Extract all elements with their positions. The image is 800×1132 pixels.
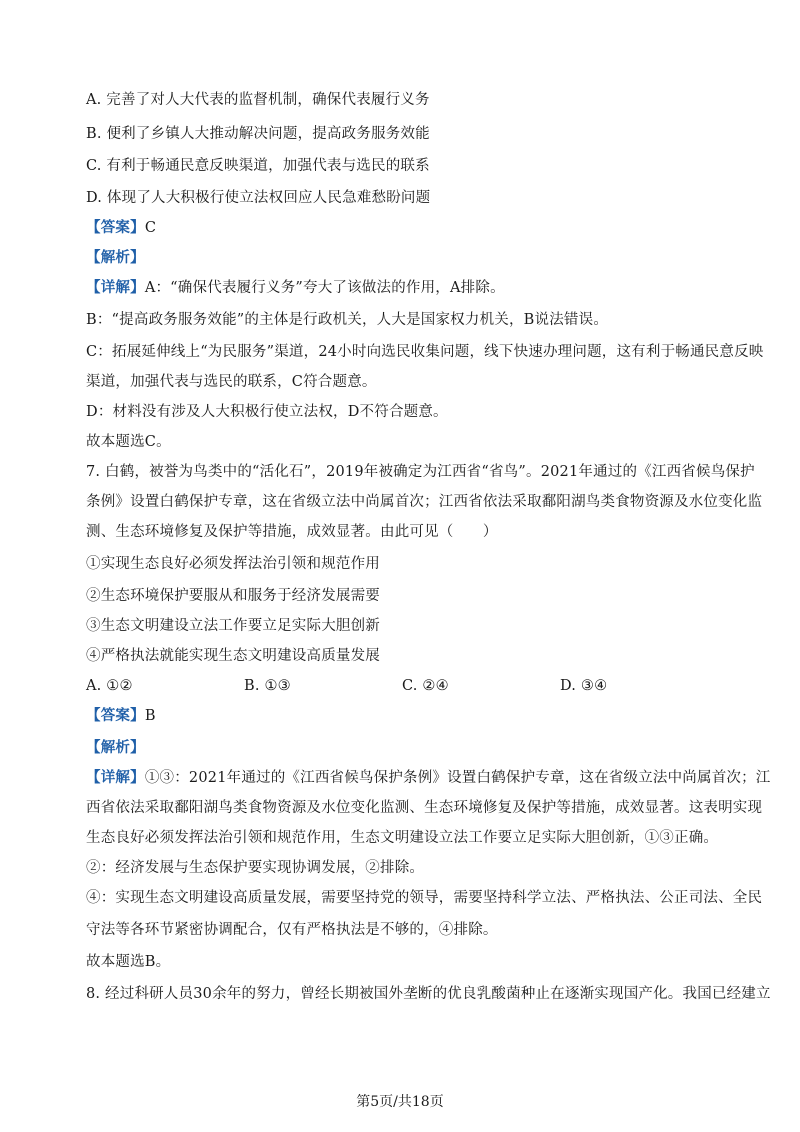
page-footer: 第5页/共18页 xyxy=(356,1094,444,1110)
q6-option-c: C. 有利于畅通民意反映渠道，加强代表与选民的联系 xyxy=(86,158,430,174)
detail-text: ①③：2021年通过的《江西省候鸟保护条例》设置白鹤保护专章，这在省级立法中尚属首次；江 xyxy=(144,770,771,786)
q7-detail-4-line2: 守法等各环节紧密协调配合，仅有严格执法是不够的，④排除。 xyxy=(86,922,498,938)
q6-option-b: B. 便利了乡镇人大推动解决问题，提高政务服务效能 xyxy=(86,126,430,142)
q7-choice-d: D. ③④ xyxy=(560,678,608,694)
q7-item-4: ④严格执法就能实现生态文明建设高质量发展 xyxy=(86,648,380,664)
q7-item-2: ②生态环境保护要服从和服务于经济发展需要 xyxy=(86,588,380,604)
q6-detail-a xyxy=(86,278,740,298)
q7-detail-1-line1 xyxy=(86,768,771,788)
q7-choice-c: C. ②④ xyxy=(402,678,449,694)
q7-detail-1-line3: 生态良好必须发挥法治引领和规范作用，生态文明建设立法工作要立足实际大胆创新，①③正确。 xyxy=(86,830,719,846)
q6-detail-c-line2: 渠道，加强代表与选民的联系，C符合题意。 xyxy=(86,374,377,390)
q7-detail-4-line1: ④：实现生态文明建设高质量发展，需要坚持党的领导，需要坚持科学立法、严格执法、公正司法、全民 xyxy=(86,890,763,906)
q8-stem-line1: 8. 经过科研人员30余年的努力，曾经长期被国外垄断的优良乳酸菌种止在逐渐实现国产化。我国已经建立 xyxy=(86,986,771,1002)
answer-value: C xyxy=(144,220,157,236)
q6-option-a: A. 完善了对人大代表的监督机制，确保代表履行义务 xyxy=(86,92,430,108)
q6-analysis-heading xyxy=(86,248,740,268)
q7-stem-line2: 条例》设置白鹤保护专章，这在省级立法中尚属首次；江西省依法采取鄱阳湖鸟类食物资源及水位变化监 xyxy=(86,494,763,510)
answer-tag: 【答案】 xyxy=(86,707,145,724)
q7-choices xyxy=(86,676,740,696)
q6-detail-c-line1: C：拓展延伸线上“为民服务”渠道，24小时向选民收集问题，线下快速办理问题，这有利于畅通民意反映 xyxy=(86,344,764,360)
q7-analysis-heading xyxy=(86,738,740,758)
q6-detail-d: D：材料没有涉及人大积极行使立法权，D不符合题意。 xyxy=(86,404,448,420)
q7-item-3: ③生态文明建设立法工作要立足实际大胆创新 xyxy=(86,618,380,634)
detail-tag: 【详解】 xyxy=(86,769,145,786)
q7-item-1: ①实现生态良好必须发挥法治引领和规范作用 xyxy=(86,556,380,572)
analysis-tag: 【解析】 xyxy=(86,249,145,266)
q7-detail-2: ②：经济发展与生态保护要实现协调发展，②排除。 xyxy=(86,860,425,876)
q7-conclusion: 故本题选B。 xyxy=(86,954,171,970)
q6-option-d: D. 体现了人大积极行使立法权回应人民急难愁盼问题 xyxy=(86,190,431,206)
q7-choice-a: A. ①② xyxy=(86,678,133,694)
detail-tag: 【详解】 xyxy=(86,279,145,296)
answer-value: B xyxy=(144,708,156,724)
answer-tag: 【答案】 xyxy=(86,219,145,236)
q7-choice-b: B. ①③ xyxy=(244,678,291,694)
detail-text: A：“确保代表履行义务”夸大了该做法的作用，A排除。 xyxy=(144,280,505,296)
q6-conclusion: 故本题选C。 xyxy=(86,434,171,450)
q7-stem-line3: 测、生态环境修复及保护等措施，成效显著。由此可见（ ） xyxy=(86,524,498,540)
q7-detail-1-line2: 西省依法采取鄱阳湖鸟类食物资源及水位变化监测、生态环境修复及保护等措施，成效显著。这表明实现 xyxy=(86,800,763,816)
q7-stem-line1: 7. 白鹤，被誉为鸟类中的“活化石”，2019年被确定为江西省“省鸟”。2021年通过的《江西省候鸟保护 xyxy=(86,464,755,480)
q7-answer xyxy=(86,706,740,726)
q6-answer xyxy=(86,218,740,238)
analysis-tag: 【解析】 xyxy=(86,739,145,756)
q6-detail-b: B：“提高政务服务效能”的主体是行政机关，人大是国家权力机关，B说法错误。 xyxy=(86,312,609,328)
